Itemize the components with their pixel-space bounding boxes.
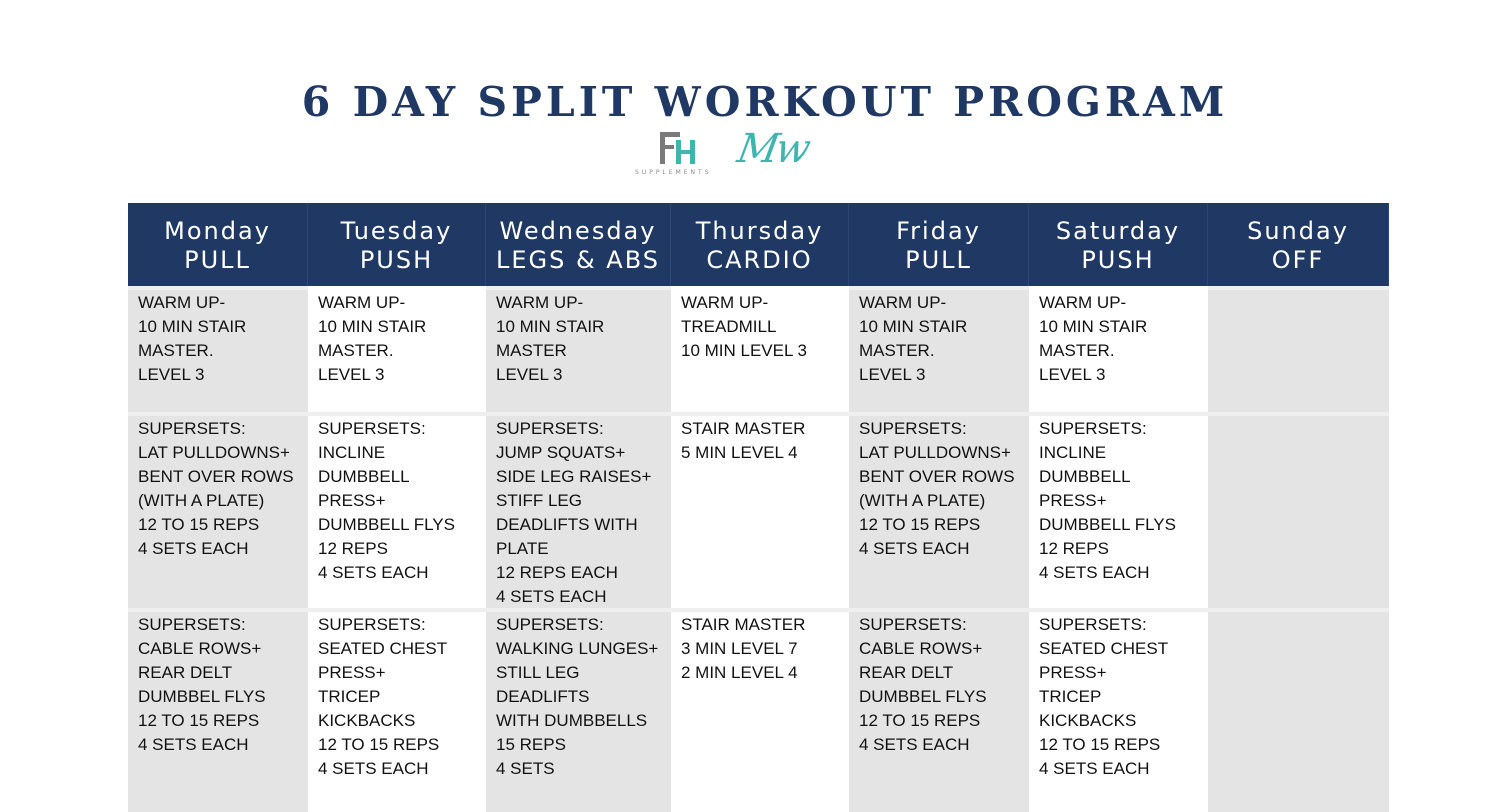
schedule-table (128, 203, 1389, 778)
cell-warmup-friday: WARM UP- 10 MIN STAIR MASTER. LEVEL 3 (849, 290, 1029, 412)
cell-set1-friday: SUPERSETS: LAT PULLDOWNS+ BENT OVER ROWS (WITH A PLATE) 12 TO 15 REPS 4 SETS EACH (849, 416, 1029, 608)
header-saturday (1029, 203, 1208, 286)
day-name: Thursday (695, 216, 824, 245)
cell-set2-saturday: SUPERSETS: SEATED CHEST PRESS+ TRICEP KICKBACKS 12 TO 15 REPS 4 SETS EACH (1029, 612, 1208, 812)
day-name: Sunday (1247, 216, 1349, 245)
day-name: Saturday (1055, 216, 1181, 245)
day-focus: CARDIO (706, 245, 813, 274)
cell-set2-tuesday: SUPERSETS: SEATED CHEST PRESS+ TRICEP KICKBACKS 12 TO 15 REPS 4 SETS EACH (308, 612, 486, 812)
day-focus: OFF (1271, 245, 1325, 274)
brand-logos (630, 126, 820, 182)
cell-set1-sunday (1208, 416, 1389, 608)
cell-set2-wednesday: SUPERSETS: WALKING LUNGES+ STILL LEG DEADLIFTS WITH DUMBBELLS 15 REPS 4 SETS (486, 612, 671, 812)
header-friday (849, 203, 1029, 286)
fh-logo-icon (658, 130, 698, 166)
day-focus: LEGS & ABS (495, 245, 661, 274)
day-name: Tuesday (340, 216, 453, 245)
header-tuesday (308, 203, 486, 286)
day-focus: PUSH (1081, 245, 1155, 274)
cell-warmup-wednesday: WARM UP- 10 MIN STAIR MASTER LEVEL 3 (486, 290, 671, 412)
cell-set1-monday: SUPERSETS: LAT PULLDOWNS+ BENT OVER ROWS (WITH A PLATE) 12 TO 15 REPS 4 SETS EACH (128, 416, 308, 608)
page-title: 6 DAY SPLIT WORKOUT PROGRAM (301, 78, 1229, 126)
cell-set2-thursday: STAIR MASTER 3 MIN LEVEL 7 2 MIN LEVEL 4 (671, 612, 849, 812)
header-wednesday (486, 203, 671, 286)
signature-logo: Mw (733, 126, 812, 172)
brand-sub: SUPPLEMENTS (635, 169, 712, 176)
cell-warmup-thursday: WARM UP- TREADMILL 10 MIN LEVEL 3 (671, 290, 849, 412)
day-focus: PULL (184, 245, 251, 274)
cell-warmup-saturday: WARM UP- 10 MIN STAIR MASTER. LEVEL 3 (1029, 290, 1208, 412)
cell-set2-sunday (1208, 612, 1389, 812)
day-name: Monday (164, 216, 271, 245)
cell-warmup-monday: WARM UP- 10 MIN STAIR MASTER. LEVEL 3 (128, 290, 308, 412)
cell-set2-friday: SUPERSETS: CABLE ROWS+ REAR DELT DUMBBEL FLYS 12 TO 15 REPS 4 SETS EACH (849, 612, 1029, 812)
day-focus: PUSH (359, 245, 434, 274)
header-sunday (1208, 203, 1389, 286)
header-monday (128, 203, 308, 286)
cell-set2-monday: SUPERSETS: CABLE ROWS+ REAR DELT DUMBBEL FLYS 12 TO 15 REPS 4 SETS EACH (128, 612, 308, 812)
cell-warmup-sunday (1208, 290, 1389, 412)
day-name: Friday (896, 216, 981, 245)
cell-set1-saturday: SUPERSETS: INCLINE DUMBBELL PRESS+ DUMBBELL FLYS 12 REPS 4 SETS EACH (1029, 416, 1208, 608)
header-thursday (671, 203, 849, 286)
day-name: Wednesday (499, 216, 657, 245)
cell-set1-wednesday: SUPERSETS: JUMP SQUATS+ SIDE LEG RAISES+ STIFF LEG DEADLIFTS WITH PLATE 12 REPS EACH 4 SETS EACH (486, 416, 671, 608)
cell-set1-tuesday: SUPERSETS: INCLINE DUMBBELL PRESS+ DUMBBELL FLYS 12 REPS 4 SETS EACH (308, 416, 486, 608)
cell-set1-thursday: STAIR MASTER 5 MIN LEVEL 4 (671, 416, 849, 608)
cell-warmup-tuesday: WARM UP- 10 MIN STAIR MASTER. LEVEL 3 (308, 290, 486, 412)
day-focus: PULL (905, 245, 972, 274)
